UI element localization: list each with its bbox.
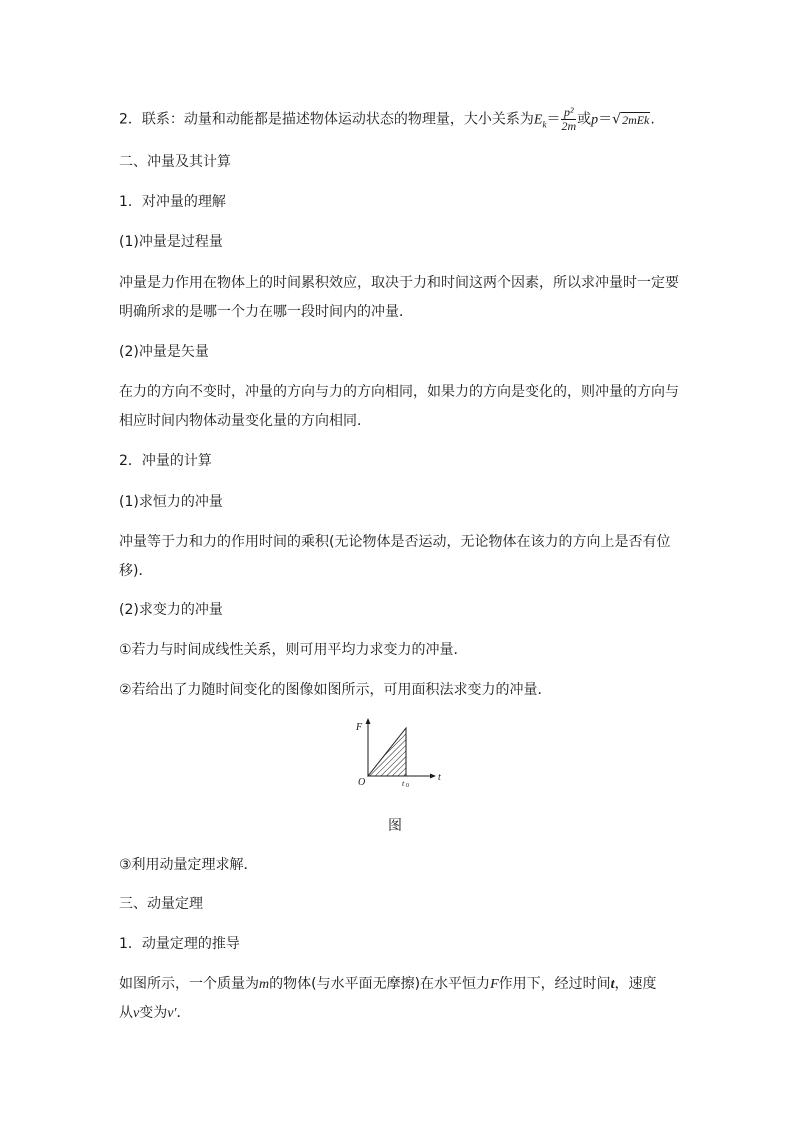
velocity-symbol: v: [133, 1006, 140, 1021]
section-2-2-2-heading: (2)求变力的冲量: [119, 602, 223, 618]
paragraph-2-line-2: 相应时间内物体动量变化量的方向相同．: [119, 413, 371, 429]
p5-period: ．: [176, 1005, 191, 1021]
paragraph-2-line-1: 在力的方向不变时，冲量的方向与力的方向相同，如果力的方向是变化的，则冲量的方向与: [119, 384, 679, 400]
section-3-1-heading: 1．动量定理的推导: [119, 936, 240, 952]
p4-text-c: 作用下，经过时间: [498, 976, 611, 992]
p4-text-b: 的物体(与水平面无摩擦)在水平恒力: [269, 976, 491, 992]
p5-text-a: 从: [119, 1005, 133, 1021]
section-2-2-1-heading: (1)求恒力的冲量: [119, 494, 223, 510]
equals-2: ＝: [598, 111, 613, 128]
p5-text-b: 变为: [139, 1005, 168, 1021]
equals-1: ＝: [546, 111, 561, 128]
y-axis-label: F: [356, 722, 363, 733]
period: .: [650, 111, 655, 128]
paragraph-3-line-1: 冲量等于力和力的作用时间的乘积(无论物体是否运动，无论物体在该力的方向上是否有位: [119, 534, 671, 550]
section-2-1-heading: 1．对冲量的理解: [119, 194, 226, 210]
y-axis-arrow-icon: [366, 718, 371, 724]
force-time-graph-svg: [350, 716, 450, 792]
force-symbol: F: [490, 977, 499, 992]
x-axis-arrow-icon: [430, 774, 436, 779]
paragraph-1-line-2: 明确所求的是哪一个力在哪一段时间内的冲量．: [119, 304, 413, 320]
or-text: 或: [577, 111, 592, 128]
list-item-1: ①若力与时间成线性关系，则可用平均力求变力的冲量．: [119, 642, 468, 658]
origin-label: O: [358, 777, 366, 788]
mass-symbol: m: [259, 977, 270, 992]
ek-subscript: k: [542, 119, 547, 130]
section-2-2-heading: 2．冲量的计算: [119, 453, 212, 469]
velocity-prime-symbol: v′: [167, 1006, 177, 1021]
t0-label: t: [402, 779, 405, 788]
paragraph-4-line-1: [119, 975, 684, 994]
relation-text: 2．联系：动量和动能都是描述物体运动状态的物理量，大小关系为: [119, 111, 534, 128]
section-3-heading: 三、动量定理: [119, 896, 203, 912]
p4-text-a: 如图所示，一个质量为: [119, 976, 259, 992]
t0-subscript: 0: [406, 783, 409, 789]
paragraph-1-line-1: 冲量是力作用在物体上的时间累积效应，取决于力和时间这两个因素，所以求冲量时一定要: [119, 275, 679, 291]
section-2-1-2-heading: (2)冲量是矢量: [119, 344, 209, 360]
sqrt-content: 2mEk: [622, 112, 650, 127]
fraction: [561, 106, 576, 133]
paragraph-3-line-2: 移)．: [119, 563, 153, 579]
list-item-2: ②若给出了力随时间变化的图像如图所示，可用面积法求变力的冲量．: [119, 682, 552, 698]
p-symbol: p: [591, 112, 599, 128]
time-symbol: t: [610, 977, 615, 992]
relation-line: [119, 106, 684, 133]
sqrt-sign: √: [612, 111, 622, 128]
list-item-3: ③利用动量定理求解．: [119, 857, 258, 873]
shaded-area: [368, 728, 406, 776]
ek-symbol: E: [533, 112, 543, 128]
section-2-1-1-heading: (1)冲量是过程量: [119, 234, 223, 250]
p4-text-d: ，速度: [614, 976, 657, 992]
paragraph-4-line-2: [119, 1004, 684, 1023]
x-axis-label: t: [438, 772, 441, 783]
figure-caption: 图: [388, 818, 402, 834]
fraction-numerator: p²: [561, 106, 576, 120]
force-time-graph: [350, 716, 450, 792]
section-2-heading: 二、冲量及其计算: [119, 154, 231, 170]
fraction-denominator: 2m: [561, 119, 577, 133]
